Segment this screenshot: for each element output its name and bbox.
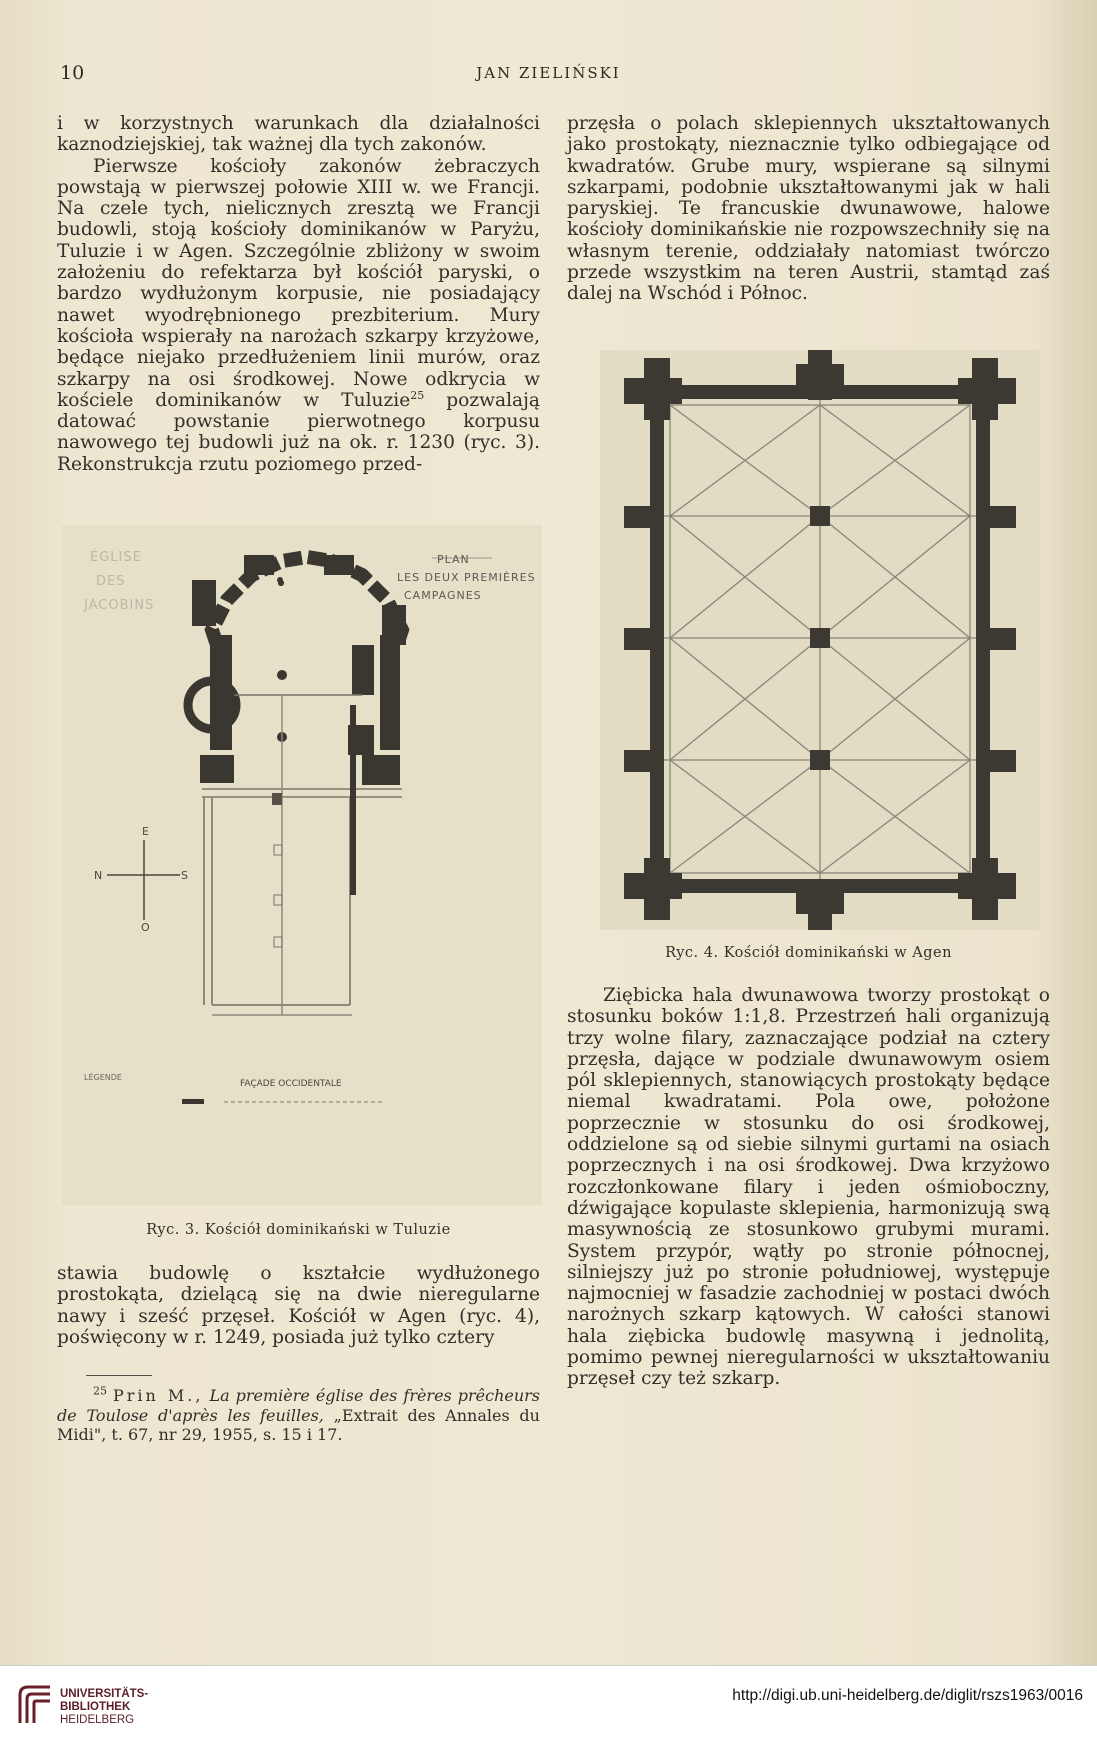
label-deux-premieres: LES DEUX PREMIÈRES	[397, 571, 536, 584]
left-column-bottom	[57, 1263, 540, 1348]
compass-west: O	[141, 921, 150, 934]
label-campagnes: CAMPAGNES	[404, 589, 482, 602]
paragraph: i w korzystnych warunkach dla działalności kaznodziejskiej, tak ważnej dla tych zakonów.	[57, 113, 540, 156]
logo-line: HEIDELBERG	[60, 1714, 135, 1726]
label-plan: PLAN	[437, 553, 470, 566]
library-footer	[0, 1665, 1097, 1746]
figure-3-plan	[62, 525, 542, 1205]
paragraph: przęsła o polach sklepiennych ukształtowanych jako prostokąty, nieznacznie tylko odbiegające od kwadratów. Grube mury, wspierane są silnymi szkarpami, podobnie ukształtowanymi jak w hali paryskiej. Te francuskie dwunawowe, halowe kościoły dominikańskie nie rozpowszechniły się na własnym terenie, oddziałały natomiast twórczo przede wszystkim na teren Austrii, stamtąd zaś dalej na Wschód i Północ.	[567, 113, 1050, 305]
logo-line: BIBLIOTHEK	[60, 1701, 131, 1713]
running-title: JAN ZIELIŃSKI	[476, 64, 621, 82]
source-url[interactable]: http://digi.ub.uni-heidelberg.de/diglit/rszs1963/0016	[732, 1687, 1083, 1704]
paragraph-text: Pierwsze kościoły zakonów żebraczych powstają w pierwszej połowie XIII w. we Francji. Na czele tych, nielicznych zresztą we Francji budowli, stoją kościoły dominikanów w Paryżu, Tuluzie i w Agen. Szczególnie zbliżony w swoim założeniu do refektarza był kościół paryski, o bardzo wydłużonym korpusie, nie posiadający nawet wyodrębnionego prezbiterium. Mury kościoła wspierały na narożach szkarpy krzyżowe, będące niejako przedłużeniem linii murów, oraz szkarpy na osi środkowej. Nowe odkrycia w kościele dominikanów w Tuluzie	[57, 155, 540, 411]
footnote	[57, 1386, 540, 1445]
page-number: 10	[60, 62, 85, 84]
compass-south: S	[181, 869, 188, 882]
figure-3-caption: Ryc. 3. Kościół dominikański w Tuluzie	[146, 1222, 451, 1238]
paragraph: stawia budowlę o kształcie wydłużonego prostokąta, dzielącą się na dwie nieregularne nawy i sześć przęseł. Kościół w Agen (ryc. 4), poświęcony w r. 1249, posiada już tylko cztery	[57, 1263, 540, 1348]
compass-east: E	[142, 825, 149, 838]
left-column-top	[57, 113, 540, 475]
logo-line: UNIVERSITÄTS-	[60, 1688, 149, 1700]
label-jacobins: JACOBINS	[84, 598, 155, 613]
footnote-number: 25	[93, 1384, 107, 1398]
footnote-title: La première église des frères prêcheurs de Toulose d'après les feuilles,	[57, 1386, 541, 1425]
label-facade: FAÇADE OCCIDENTALE	[240, 1079, 342, 1089]
figure-4-caption: Ryc. 4. Kościół dominikański w Agen	[665, 945, 952, 961]
label-des: DES	[96, 574, 126, 589]
footnote-rule	[86, 1375, 152, 1376]
paragraph	[57, 156, 540, 475]
footnote-author: Prin M.,	[113, 1386, 204, 1405]
figure-4-plan	[600, 350, 1040, 930]
compass-north: N	[94, 869, 103, 882]
paragraph: Ziębicka hala dwunawowa tworzy prostokąt o stosunku boków 1:1,8. Przestrzeń hali organizują trzy wolne filary, zaznaczające podział na cztery przęsła, dające w podziale dwunawowym osiem pól sklepiennych, stanowiących prostokąty będące niemal kwadratami. Pola owe, położone poprzecznie w stosunku do osi środkowej, oddzielone są od siebie silnymi gurtami na osiach poprzecznych i na osi środkowej. Dwa krzyżowo rozczłonkowane filary i jeden ośmioboczny, dźwigające kopulaste sklepienia, harmonizują swą masywnością ze stosunkowo grubymi murami. System przypór, wątły po stronie północnej, silniejszy już po stronie południowej, występuje najmocniej w fasadzie zachodniej w postaci dwóch narożnych szkarp kątowych. W całości stanowi hala ziębicka budowlę masywną i jednolitą, pomimo pewnej nieregularności w ukształtowaniu przęseł czy też szkarp.	[567, 985, 1050, 1390]
library-logo-text	[60, 1688, 148, 1727]
label-legende: LÉGENDE	[84, 1073, 122, 1082]
footnote-ref: 25	[410, 388, 425, 402]
right-column-top	[567, 113, 1050, 305]
library-logo-icon	[16, 1683, 54, 1727]
footnote-rest: „Extrait des Annales du Midi", t. 67, nr 29, 1955, s. 15 i 17.	[57, 1405, 540, 1444]
right-column-bottom	[567, 985, 1050, 1390]
label-eglise: ÉGLISE	[90, 550, 142, 565]
paragraph-text: pozwalają datować powstanie pierwotnego korpusu nawowego tej budowli już na ok. r. 1230 (ryc. 3). Rekonstrukcja rzutu poziomego przed-	[57, 389, 540, 475]
